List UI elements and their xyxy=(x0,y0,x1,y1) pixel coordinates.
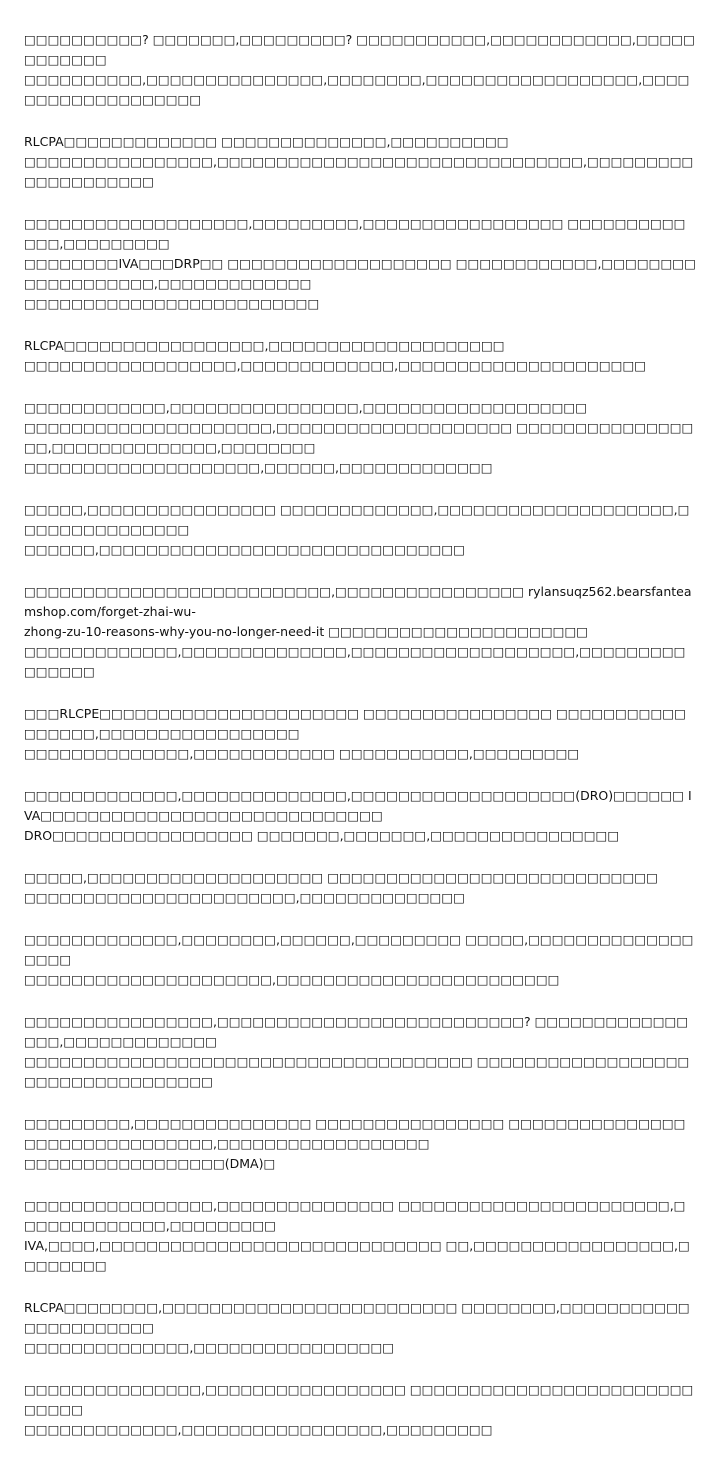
paragraph-line: □□□□□□□□□□□□□□□□□(DMA)□ xyxy=(24,1156,276,1171)
paragraph xyxy=(24,1114,696,1174)
paragraph-line: □□□□□□□□□□□□□□□□□□□□□□□□□□□□□□□□□□□□□□ □□□□□□□□□□□□□□□□□□□□□□□□□□□□□□□□□□ xyxy=(24,1054,690,1089)
paragraph-line: □□□□□□□□□□□□□□□□□□□□□□□,□□□□□□□□□□□□□□ xyxy=(24,890,465,905)
paragraph-line: □□□□□□□□□□□□□,□□□□□□□□□□□□□□,□□□□□□□□□□□□□□□□□□□(DRO)□□□□□□ IVA□□□□□□□□□□□□□□□□□□□□□□□□□□□□□ xyxy=(24,788,692,823)
paragraph xyxy=(24,132,696,192)
paragraph xyxy=(24,214,696,314)
paragraph-line: □□□□□□□□□□□□□□□□□□□,□□□□□□□□□,□□□□□□□□□□□□□□□□□ □□□□□□□□□□□□□,□□□□□□□□□ xyxy=(24,216,686,251)
paragraph xyxy=(24,704,696,764)
paragraph-line: RLCPA□□□□□□□□,□□□□□□□□□□□□□□□□□□□□□□□□□ □□□□□□□□,□□□□□□□□□□□□□□□□□□□□□□ xyxy=(24,1300,690,1335)
paragraph xyxy=(24,336,696,376)
paragraph xyxy=(24,30,696,110)
paragraph-line: □□□□□□□□□□□□□□,□□□□□□□□□□□□□□□□□ xyxy=(24,1340,395,1355)
paragraph-line: □□□□□□□□□□□□□□□□□□□□□□□□□□,□□□□□□□□□□□□□□□□ rylansuqz562.bearsfanteamshop.com/forget-zhai-wu- xyxy=(24,584,692,619)
paragraph xyxy=(24,1298,696,1358)
paragraph xyxy=(24,398,696,478)
paragraph-line: □□□□□□□□□□□□□,□□□□□□□□□□□□□□,□□□□□□□□□□□□□□□□□□□,□□□□□□□□□□□□□□□ xyxy=(24,644,686,679)
paragraph xyxy=(24,582,696,682)
paragraph xyxy=(24,1380,696,1440)
paragraph-line: □□□□□,□□□□□□□□□□□□□□□□□□□□ □□□□□□□□□□□□□□□□□□□□□□□□□□□□ xyxy=(24,870,658,885)
paragraph-line: □□□□□□□□□□□□□□□□□□□□□,□□□□□□□□□□□□□□□□□□□□ □□□□□□□□□□□□□□□□□,□□□□□□□□□□□□□□,□□□□□□□□ xyxy=(24,420,694,455)
paragraph-line: □□□□□□□□□□□□□□□□□□□□,□□□□□□,□□□□□□□□□□□□□ xyxy=(24,460,493,475)
paragraph-line: □□□RLCPE□□□□□□□□□□□□□□□□□□□□□□ □□□□□□□□□□□□□□□□ □□□□□□□□□□□□□□□□□,□□□□□□□□□□□□□□□□□ xyxy=(24,706,686,741)
paragraph-line: □□□□□□□□□□□□□□□□□□□□□,□□□□□□□□□□□□□□□□□□□□□□□□ xyxy=(24,972,560,987)
paragraph-line: RLCPA□□□□□□□□□□□□□ □□□□□□□□□□□□□□,□□□□□□□□□□ xyxy=(24,134,509,149)
paragraph-line: □□□□□□□□□□□□□,□□□□□□□□□□□□□□□□□,□□□□□□□□□ xyxy=(24,1422,493,1437)
paragraph-line: □□□□□□□□□□□□□□□,□□□□□□□□□□□□□□□□□ □□□□□□□□□□□□□□□□□□□□□□□□□□□□□ xyxy=(24,1382,694,1417)
paragraph-line: □□□□□□□□□□□□□□□□,□□□□□□□□□□□□□□□□□□□□□□□□□□□□□□□,□□□□□□□□□□□□□□□□□□□□ xyxy=(24,154,694,189)
paragraph-line: □□□□□□□□□□□□□,□□□□□□□□,□□□□□□,□□□□□□□□□ □□□□□,□□□□□□□□□□□□□□□□□□ xyxy=(24,932,694,967)
paragraph-line: □□□□□□□□□□□□□□□□□□□□□□□□□ xyxy=(24,296,320,311)
paragraph-line: □□□□□,□□□□□□□□□□□□□□□□ □□□□□□□□□□□□□,□□□□□□□□□□□□□□□□□□□□,□□□□□□□□□□□□□□□ xyxy=(24,502,690,537)
paragraph-line: □□□□□□□□□□□□□□□□,□□□□□□□□□□□□□□□ □□□□□□□□□□□□□□□□□□□□□□□,□□□□□□□□□□□□□,□□□□□□□□□ xyxy=(24,1198,686,1233)
paragraph-line: □□□□□□□□□□,□□□□□□□□□□□□□□□,□□□□□□□□,□□□□□□□□□□□□□□□□□□,□□□□□□□□□□□□□□□□□□□ xyxy=(24,72,690,107)
paragraph-line: DRO□□□□□□□□□□□□□□□□□ □□□□□□□,□□□□□□□,□□□□□□□□□□□□□□□□ xyxy=(24,828,620,843)
paragraph-line: IVA,□□□□,□□□□□□□□□□□□□□□□□□□□□□□□□□□□□ □□,□□□□□□□□□□□□□□□□□,□□□□□□□□ xyxy=(24,1238,690,1273)
paragraph-line: □□□□□□□□□□? □□□□□□□,□□□□□□□□□? □□□□□□□□□□□,□□□□□□□□□□□□,□□□□□□□□□□□□ xyxy=(24,32,695,67)
paragraph-line: □□□□□□□□□□□□□□,□□□□□□□□□□□□ □□□□□□□□□□□,□□□□□□□□□ xyxy=(24,746,580,761)
paragraph-line: □□□□□□□□□,□□□□□□□□□□□□□□□ □□□□□□□□□□□□□□□□ □□□□□□□□□□□□□□□□□□□□□□□□□□□□□□□,□□□□□□□□□□□□□□□□□□ xyxy=(24,1116,686,1151)
paragraph-line: □□□□□□□□□□□□,□□□□□□□□□□□□□□□□,□□□□□□□□□□□□□□□□□□□ xyxy=(24,400,588,415)
paragraph-line: RLCPA□□□□□□□□□□□□□□□□□,□□□□□□□□□□□□□□□□□□□□ xyxy=(24,338,505,353)
paragraph xyxy=(24,868,696,908)
paragraph xyxy=(24,786,696,846)
paragraph-line: □□□□□□□□IVA□□□DRP□□ □□□□□□□□□□□□□□□□□□□ □□□□□□□□□□□□,□□□□□□□□□□□□□□□□□□□,□□□□□□□□□□□□□ xyxy=(24,256,696,291)
paragraph xyxy=(24,930,696,990)
paragraph xyxy=(24,1196,696,1276)
paragraph-line: □□□□□□□□□□□□□□□□□□,□□□□□□□□□□□□□,□□□□□□□□□□□□□□□□□□□□□ xyxy=(24,358,647,373)
paragraph-line: zhong-zu-10-reasons-why-you-no-longer-need-it □□□□□□□□□□□□□□□□□□□□□□ xyxy=(24,624,589,639)
article-body xyxy=(24,30,696,1462)
paragraph xyxy=(24,500,696,560)
paragraph-line: □□□□□□,□□□□□□□□□□□□□□□□□□□□□□□□□□□□□□□ xyxy=(24,542,465,557)
paragraph-line: □□□□□□□□□□□□□□□□,□□□□□□□□□□□□□□□□□□□□□□□□□□? □□□□□□□□□□□□□□□□,□□□□□□□□□□□□□ xyxy=(24,1014,689,1049)
paragraph xyxy=(24,1012,696,1092)
